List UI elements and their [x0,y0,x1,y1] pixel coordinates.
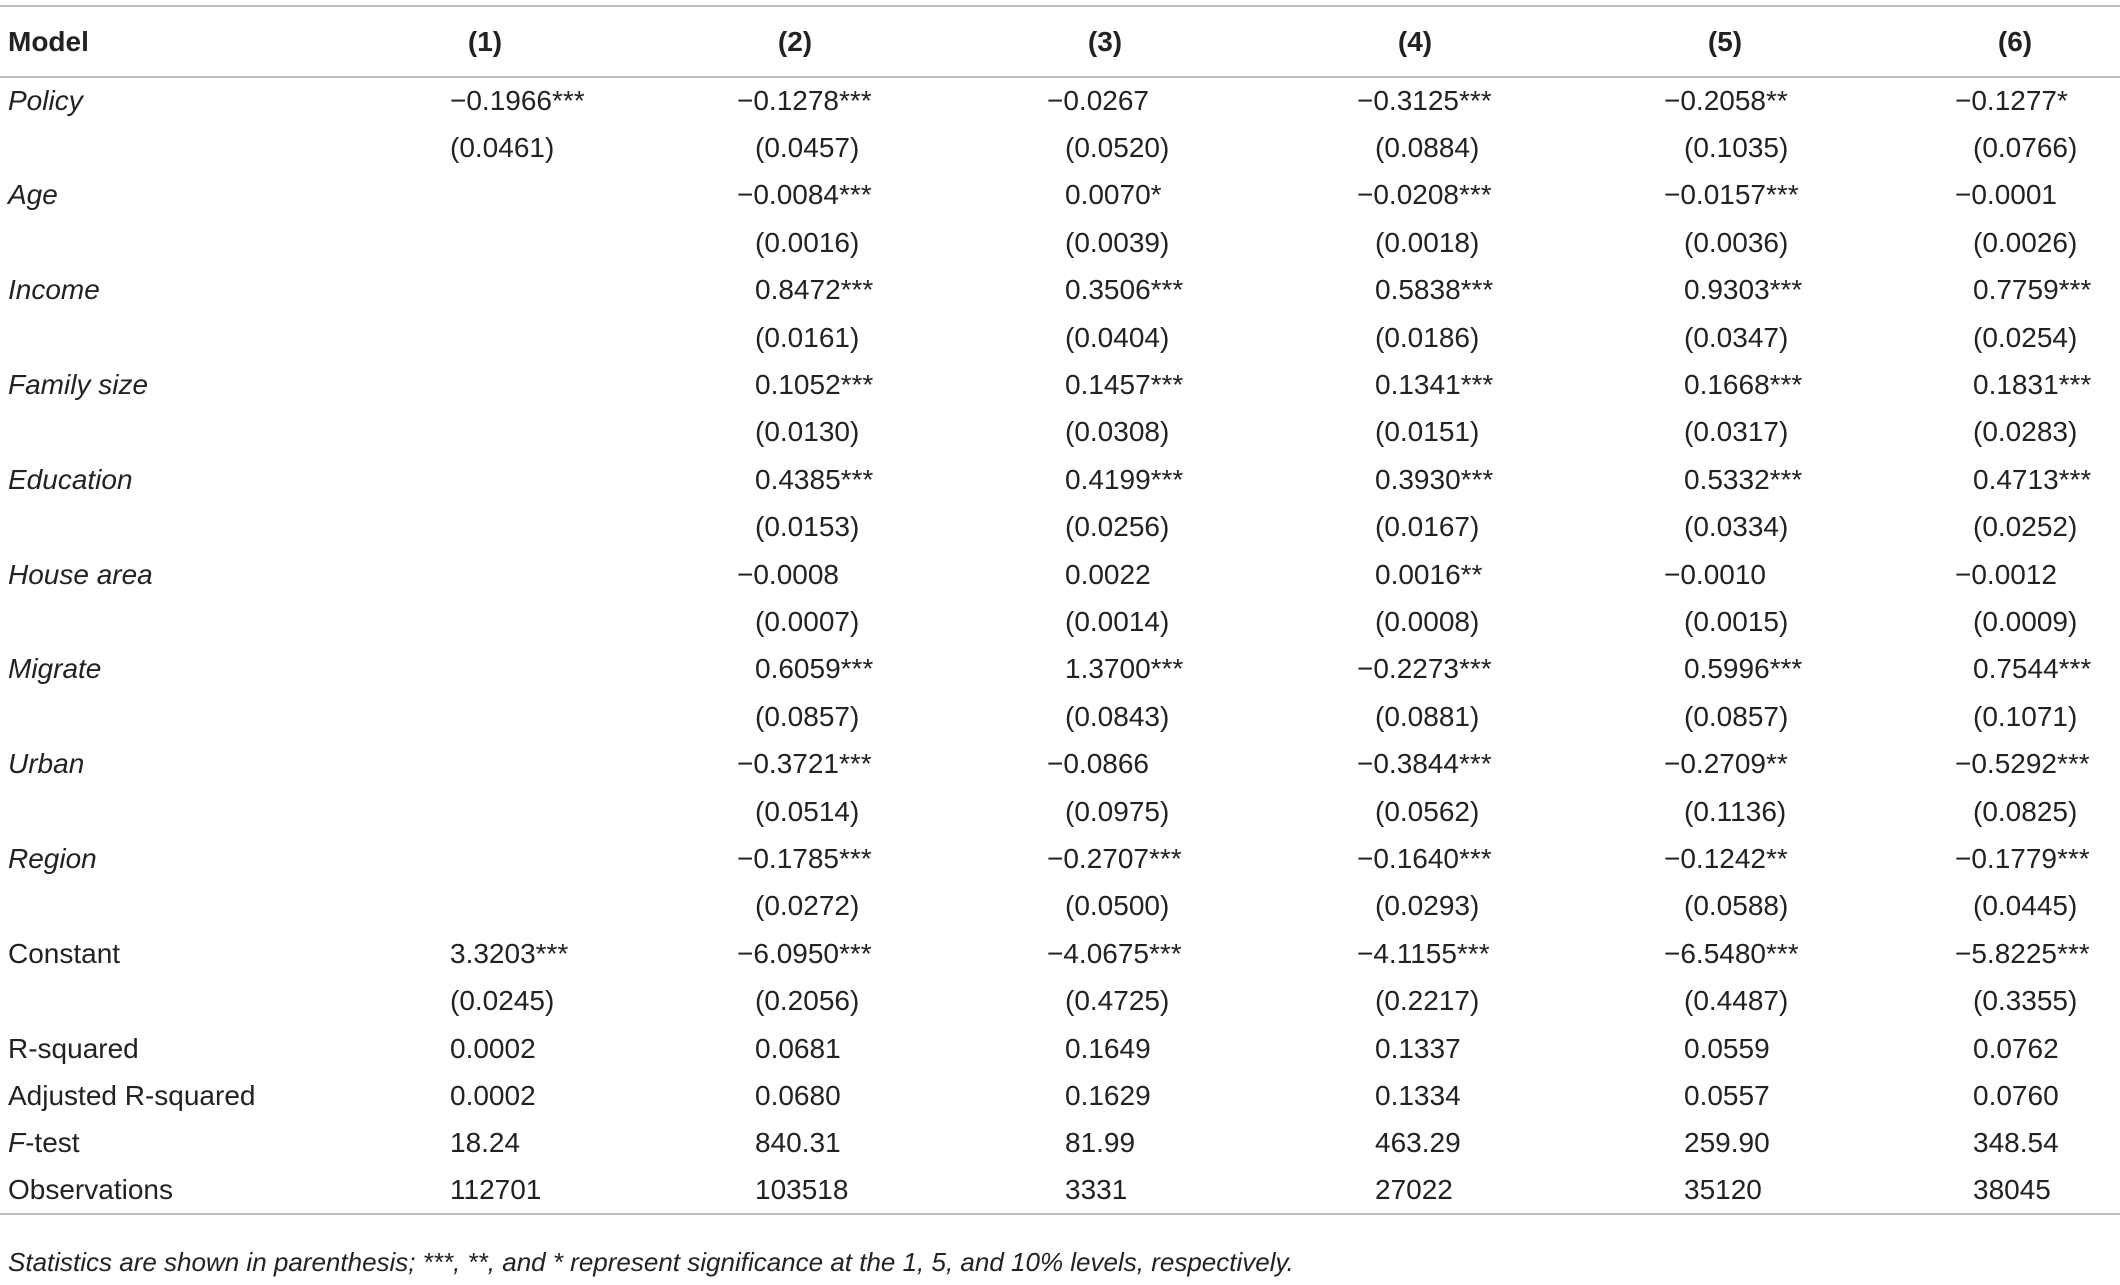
statistic-cell: 0.0557 [1684,1079,1770,1111]
coefficient-cell: −0.0084*** [737,179,872,211]
coefficient-cell: 0.4199*** [1065,463,1184,495]
row-label [0,693,410,740]
regression-results-table [0,5,2120,1215]
statistic-cell: 348.54 [1973,1127,2059,1159]
standard-error-cell: (0.0293) [1375,890,1480,922]
standard-error-cell: (0.0843) [1065,700,1170,732]
row-label: Education [8,463,133,495]
standard-error-cell: (0.4487) [1684,985,1789,1017]
coefficient-cell: 0.3930*** [1375,463,1494,495]
statistic-cell: 0.1337 [1375,1032,1461,1064]
standard-error-cell: (0.0130) [755,416,860,448]
standard-error-cell: (0.0245) [450,985,555,1017]
row-label [0,598,410,645]
standard-error-cell: (0.0014) [1065,605,1170,637]
coefficient-cell: −0.0208*** [1357,179,1492,211]
coefficient-cell: −0.3721*** [737,748,872,780]
row-label: House area [8,558,153,590]
table-header [0,6,2120,77]
standard-error-cell: (0.4725) [1065,985,1170,1017]
table-row [0,646,2120,693]
standard-error-cell: (0.0317) [1684,416,1789,448]
standard-error-cell: (0.0884) [1375,132,1480,164]
standard-error-cell: (0.0186) [1375,321,1480,353]
standard-error-cell: (0.0308) [1065,416,1170,448]
coefficient-cell: 0.4713*** [1973,463,2092,495]
coefficient-cell: 0.0070* [1065,179,1162,211]
coefficient-cell: −0.1785*** [737,842,872,874]
coefficient-cell: −0.1277* [1955,85,2068,117]
row-label [0,883,410,930]
coefficient-cell: 0.1341*** [1375,369,1494,401]
statistic-cell: 0.1629 [1065,1079,1151,1111]
standard-error-cell: (0.0272) [755,890,860,922]
standard-error-cell: (0.0500) [1065,890,1170,922]
standard-error-cell: (0.0026) [1973,226,2078,258]
row-label: Region [8,842,97,874]
table-row-standard-error [0,219,2120,266]
coefficient-cell: 0.4385*** [755,463,874,495]
row-label [0,314,410,361]
coefficient-cell: −0.1640*** [1357,842,1492,874]
standard-error-cell: (0.1071) [1973,700,2078,732]
statistic-cell: 81.99 [1065,1127,1136,1159]
table-row [0,835,2120,882]
table-body [0,77,2120,1214]
row-label: Income [8,274,100,306]
standard-error-cell [410,504,700,551]
header-column-2: (2) [700,6,1010,77]
statistic-cell: 38045 [1940,1167,2120,1214]
table-row [0,361,2120,408]
statistic-cell: 0.0002 [450,1032,536,1064]
standard-error-cell: (0.0009) [1973,605,2078,637]
row-label [0,504,410,551]
coefficient-cell [410,172,700,219]
standard-error-cell [410,314,700,361]
table-row-standard-error [0,598,2120,645]
table-row [0,456,2120,503]
table-row [0,267,2120,314]
standard-error-cell: (0.0016) [755,226,860,258]
statistic-cell: 840.31 [755,1127,841,1159]
table-row [0,1167,2120,1214]
standard-error-cell: (0.0254) [1973,321,2078,353]
coefficient-cell: 0.7759*** [1973,274,2092,306]
standard-error-cell: (0.2217) [1375,985,1480,1017]
standard-error-cell: (0.0256) [1065,511,1170,543]
row-label [0,124,410,171]
coefficient-cell [410,551,700,598]
row-label-text: -test [25,1127,80,1159]
statistic-cell: 0.1649 [1065,1032,1151,1064]
row-label-italic-prefix: F [8,1127,26,1159]
coefficient-cell: −0.1278*** [737,85,872,117]
statistic-cell: 35120 [1630,1167,1940,1214]
coefficient-cell: 0.5332*** [1684,463,1803,495]
standard-error-cell: (0.0347) [1684,321,1789,353]
standard-error-cell: (0.0167) [1375,511,1480,543]
table-row [0,551,2120,598]
standard-error-cell: (0.3355) [1973,985,2078,1017]
statistic-cell: 0.0002 [450,1079,536,1111]
statistic-cell: 0.1334 [1375,1079,1461,1111]
statistic-cell: 463.29 [1375,1127,1461,1159]
statistic-cell: 3331 [1010,1167,1320,1214]
standard-error-cell: (0.0008) [1375,605,1480,637]
standard-error-cell: (0.0514) [755,795,860,827]
standard-error-cell: (0.0404) [1065,321,1170,353]
header-row [0,6,2120,77]
standard-error-cell: (0.0461) [450,132,555,164]
standard-error-cell: (0.1136) [1684,795,1787,827]
coefficient-cell: −0.0012 [1955,558,2057,590]
standard-error-cell: (0.0975) [1065,795,1170,827]
coefficient-cell: −6.5480*** [1664,937,1799,969]
row-label: Age [8,179,58,211]
coefficient-cell [410,361,700,408]
standard-error-cell: (0.0015) [1684,605,1789,637]
row-label: Policy [8,85,83,117]
coefficient-cell: 0.8472*** [755,274,874,306]
standard-error-cell [410,788,700,835]
table-row [0,77,2120,124]
standard-error-cell: (0.1035) [1684,132,1789,164]
table-row [0,930,2120,977]
table-row [0,740,2120,787]
table-row [0,1025,2120,1072]
table-footnote: Statistics are shown in parenthesis; ***, **, and * represent significance at the 1, 5, and 10% levels, respectively. [8,1247,1294,1277]
header-column-4: (4) [1320,6,1630,77]
coefficient-cell: −0.0866 [1047,748,1149,780]
coefficient-cell [410,740,700,787]
table-row-standard-error [0,693,2120,740]
coefficient-cell: −0.0001 [1955,179,2057,211]
standard-error-cell: (0.0161) [755,321,860,353]
table-row-standard-error [0,977,2120,1024]
row-label [0,409,410,456]
coefficient-cell: 0.5996*** [1684,653,1803,685]
coefficient-cell: −0.3844*** [1357,748,1492,780]
statistic-cell: 0.0559 [1684,1032,1770,1064]
coefficient-cell: 0.5838*** [1375,274,1494,306]
header-column-1: (1) [410,6,700,77]
standard-error-cell [410,598,700,645]
coefficient-cell: −6.0950*** [737,937,872,969]
row-label: Family size [8,369,149,401]
coefficient-cell: 0.6059*** [755,653,874,685]
row-label: Constant [8,937,121,969]
standard-error-cell [410,409,700,456]
table-row-standard-error [0,883,2120,930]
header-column-5: (5) [1630,6,1940,77]
row-label [0,219,410,266]
standard-error-cell [410,883,700,930]
table-row-standard-error [0,314,2120,361]
coefficient-cell: −0.0008 [737,558,839,590]
standard-error-cell: (0.0151) [1375,416,1480,448]
coefficient-cell: −0.2709** [1664,748,1788,780]
statistic-cell: 0.0681 [755,1032,841,1064]
coefficient-cell: 0.1668*** [1684,369,1803,401]
coefficient-cell [410,646,700,693]
row-label [0,788,410,835]
header-model-label: Model [0,6,410,77]
standard-error-cell [410,693,700,740]
standard-error-cell: (0.0562) [1375,795,1480,827]
standard-error-cell: (0.0334) [1684,511,1789,543]
row-label: Adjusted R-squared [8,1079,256,1111]
header-column-6: (6) [1940,6,2120,77]
standard-error-cell: (0.0018) [1375,226,1480,258]
coefficient-cell: −0.0157*** [1664,179,1799,211]
standard-error-cell: (0.0039) [1065,226,1170,258]
coefficient-cell: 0.0022 [1065,558,1151,590]
coefficient-cell: −0.1779*** [1955,842,2090,874]
standard-error-cell: (0.0766) [1973,132,2078,164]
standard-error-cell: (0.0153) [755,511,860,543]
statistic-cell: 0.0760 [1973,1079,2059,1111]
standard-error-cell: (0.0036) [1684,226,1789,258]
coefficient-cell: 0.3506*** [1065,274,1184,306]
row-label: Observations [0,1167,410,1214]
table-row [0,1120,2120,1167]
standard-error-cell: (0.0857) [755,700,860,732]
standard-error-cell: (0.0457) [755,132,860,164]
standard-error-cell: (0.0445) [1973,890,2078,922]
coefficient-cell: 0.1457*** [1065,369,1184,401]
standard-error-cell: (0.0520) [1065,132,1170,164]
table-row [0,172,2120,219]
standard-error-cell: (0.2056) [755,985,860,1017]
statistic-cell: 27022 [1320,1167,1630,1214]
standard-error-cell: (0.0283) [1973,416,2078,448]
standard-error-cell: (0.0857) [1684,700,1789,732]
coefficient-cell: −0.5292*** [1955,748,2090,780]
coefficient-cell: 0.1831*** [1973,369,2092,401]
row-label: Urban [8,748,85,780]
standard-error-cell: (0.0881) [1375,700,1480,732]
row-label [0,977,410,1024]
coefficient-cell: −0.2273*** [1357,653,1492,685]
coefficient-cell: −0.1966*** [450,85,585,117]
coefficient-cell: 0.9303*** [1684,274,1803,306]
table-row-standard-error [0,504,2120,551]
standard-error-cell [410,219,700,266]
statistic-cell: 259.90 [1684,1127,1770,1159]
coefficient-cell: 0.0016** [1375,558,1483,590]
coefficient-cell: −4.0675*** [1047,937,1182,969]
standard-error-cell: (0.0007) [755,605,860,637]
coefficient-cell: 3.3203*** [450,937,569,969]
statistic-cell: 0.0680 [755,1079,841,1111]
coefficient-cell: 1.3700*** [1065,653,1184,685]
standard-error-cell: (0.0252) [1973,511,2078,543]
table-row-standard-error [0,409,2120,456]
standard-error-cell: (0.0825) [1973,795,2078,827]
coefficient-cell [410,456,700,503]
row-label: Migrate [8,653,102,685]
coefficient-cell [410,267,700,314]
coefficient-cell: −5.8225*** [1955,937,2090,969]
coefficient-cell: −0.0010 [1664,558,1766,590]
statistic-cell: 103518 [700,1167,1010,1214]
coefficient-cell: −0.0267 [1047,85,1149,117]
row-label: R-squared [8,1032,139,1064]
standard-error-cell: (0.0588) [1684,890,1789,922]
table-row-standard-error [0,124,2120,171]
coefficient-cell: 0.1052*** [755,369,874,401]
coefficient-cell: 0.7544*** [1973,653,2092,685]
statistic-cell: 18.24 [450,1127,521,1159]
coefficient-cell: −0.1242** [1664,842,1788,874]
table-row [0,1072,2120,1119]
coefficient-cell: −0.3125*** [1357,85,1492,117]
coefficient-cell: −0.2707*** [1047,842,1182,874]
coefficient-cell [410,835,700,882]
header-column-3: (3) [1010,6,1320,77]
row-label [0,1120,410,1167]
statistic-cell: 0.0762 [1973,1032,2059,1064]
coefficient-cell: −0.2058** [1664,85,1788,117]
statistic-cell: 112701 [410,1167,700,1214]
table-row-standard-error [0,788,2120,835]
coefficient-cell: −4.1155*** [1357,937,1490,969]
